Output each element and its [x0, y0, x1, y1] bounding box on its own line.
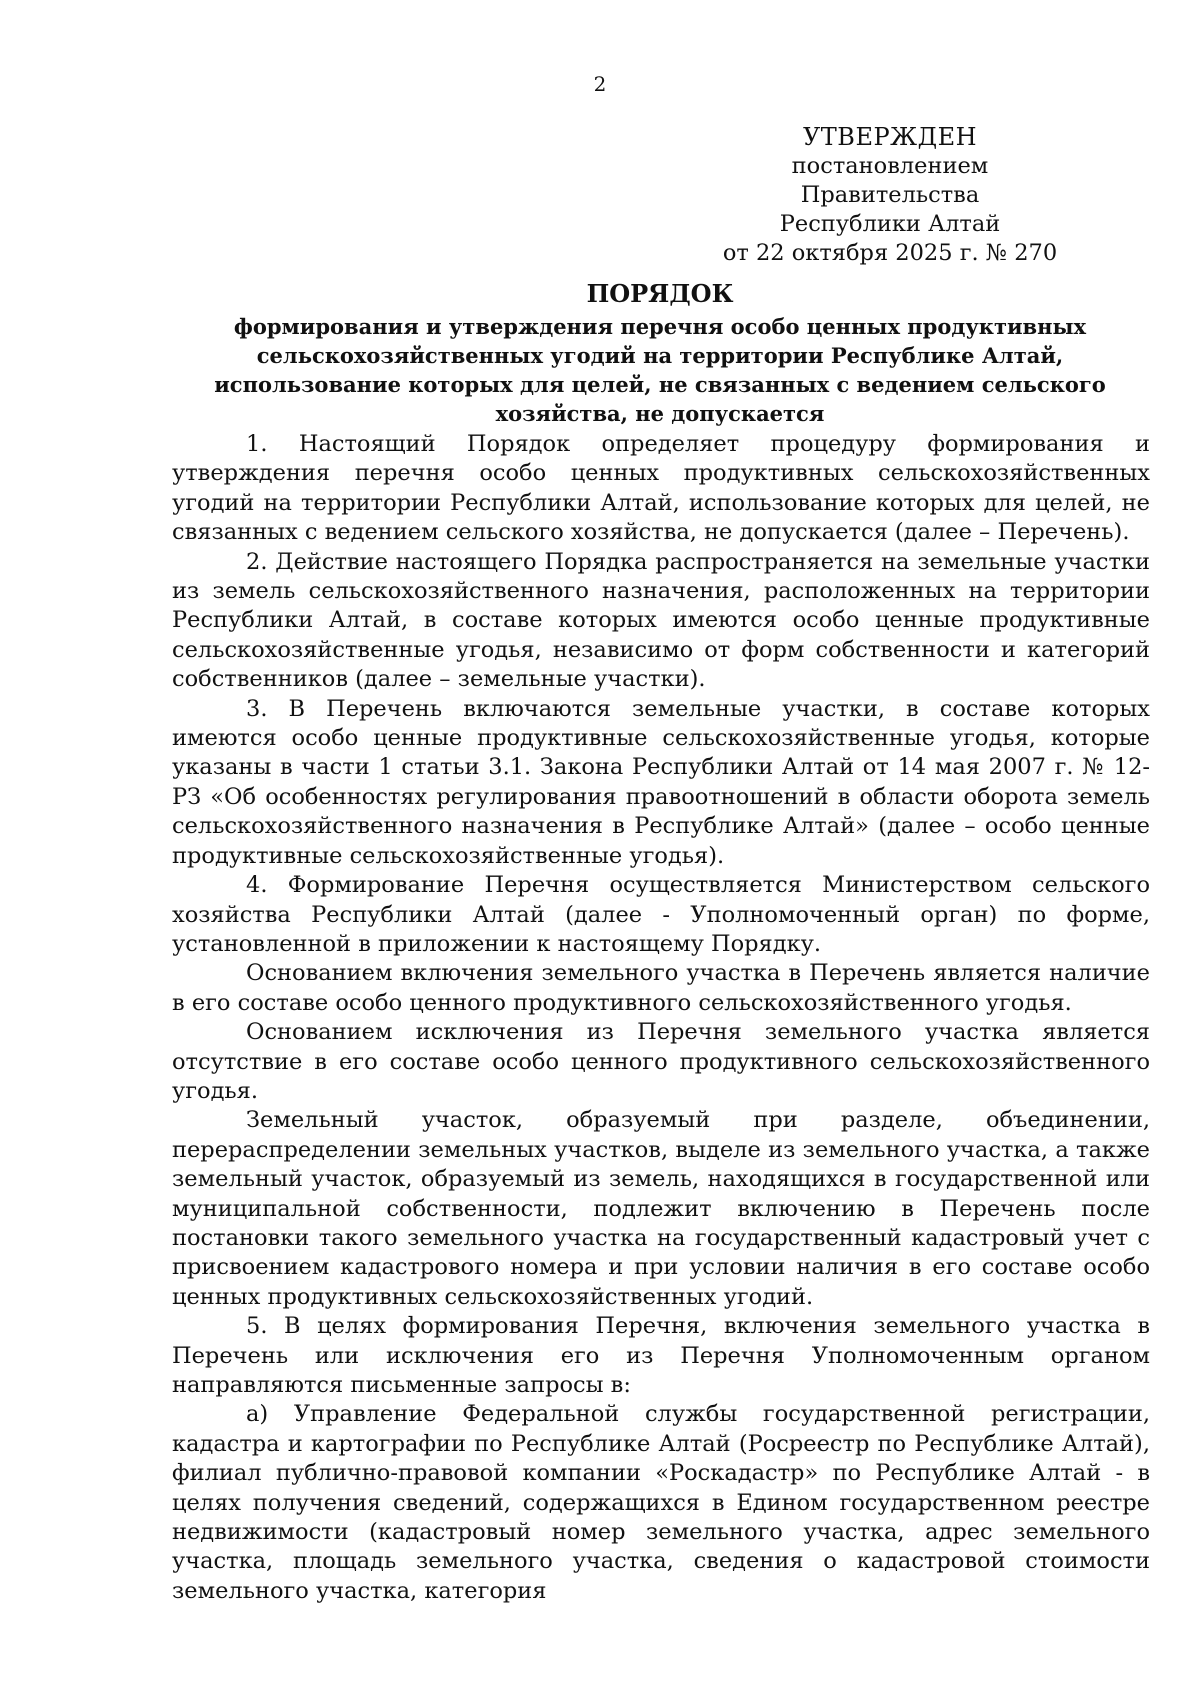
paragraph-3: 3. В Перечень включаются земельные участки, в составе которых имеются особо ценные продуктивные сельскохозяйственные угодья, которые указаны в части 1 статьи 3.1. Закона Республики Алтай от 14 мая 2007 г. № 12-РЗ «Об особенностях регулирования правоотношений в области оборота земель сельскохозяйственного назначения в Республике Алтай» (далее – особо ценные продуктивные сельскохозяйственные угодья).	[172, 695, 1150, 869]
paragraph-4-formed-plot: Земельный участок, образуемый при разделе, объединении, перераспределении земельных участков, выделе из земельного участка, а также земельный участок, образуемый из земель, находящихся в государственной или муниципальной собственности, подлежит включению в Перечень после постановки такого земельного участка на государственный кадастровый учет с присвоением кадастрового номера и при условии наличия в его составе особо ценных продуктивных сельскохозяйственных угодий.	[172, 1107, 1150, 1310]
paragraph-5-a: а) Управление Федеральной службы государственной регистрации, кадастра и картографии по Республике Алтай (Росреестр по Республике Алтай), филиал публично-правовой компании «Роскадастр» по Республике Алтай - в целях получения сведений, содержащихся в Едином государственном реестре недвижимости (кадастровый номер земельного участка, адрес земельного участка, площадь земельного участка, сведения о кадастровой стоимости земельного участка, категория	[172, 1401, 1150, 1604]
paragraph-4: 4. Формирование Перечня осуществляется Министерством сельского хозяйства Республики Алтай (далее - Уполномоченный орган) по форме, установленной в приложении к настоящему Порядку.	[172, 872, 1150, 957]
paragraph-2: 2. Действие настоящего Порядка распространяется на земельные участки из земель сельскохозяйственного назначения, расположенных на территории Республики Алтай, в составе которых имеются особо ценные продуктивные сельскохозяйственные угодья, независимо от форм собственности и категорий собственников (далее – земельные участки).	[172, 548, 1150, 693]
document-title	[170, 276, 1150, 428]
document-title-main: ПОРЯДОК	[586, 279, 734, 308]
document-body	[172, 430, 1150, 1606]
approval-title: УТВЕРЖДЕН	[802, 123, 978, 151]
approval-stamp	[700, 123, 1080, 268]
approval-line-3: от 22 октября 2025 г. № 270	[722, 240, 1058, 266]
document-title-subtitle: формирования и утверждения перечня особо ценных продуктивных сельскохозяйственных угодий на территории Республике Алтай, использование которых для целей, не связанных с ведением сельского хозяйства, не допускается	[214, 314, 1106, 426]
approval-line-1: постановлением Правительства	[791, 153, 989, 208]
paragraph-4-exclusion-basis: Основанием исключения из Перечня земельного участка является отсутствие в его составе особо ценного продуктивного сельскохозяйственного угодья.	[172, 1019, 1150, 1104]
paragraph-4-inclusion-basis: Основанием включения земельного участка в Перечень является наличие в его составе особо ценного продуктивного сельскохозяйственного угодья.	[172, 960, 1150, 1016]
paragraph-5: 5. В целях формирования Перечня, включения земельного участка в Перечень или исключения его из Перечня Уполномоченным органом направляются письменные запросы в:	[172, 1313, 1150, 1398]
page-number: 2	[593, 72, 607, 96]
approval-line-2: Республики Алтай	[779, 211, 1001, 237]
paragraph-1: 1. Настоящий Порядок определяет процедуру формирования и утверждения перечня особо ценных продуктивных сельскохозяйственных угодий на территории Республики Алтай, использование которых для целей, не связанных с ведением сельского хозяйства, не допускается (далее – Перечень).	[172, 431, 1150, 546]
